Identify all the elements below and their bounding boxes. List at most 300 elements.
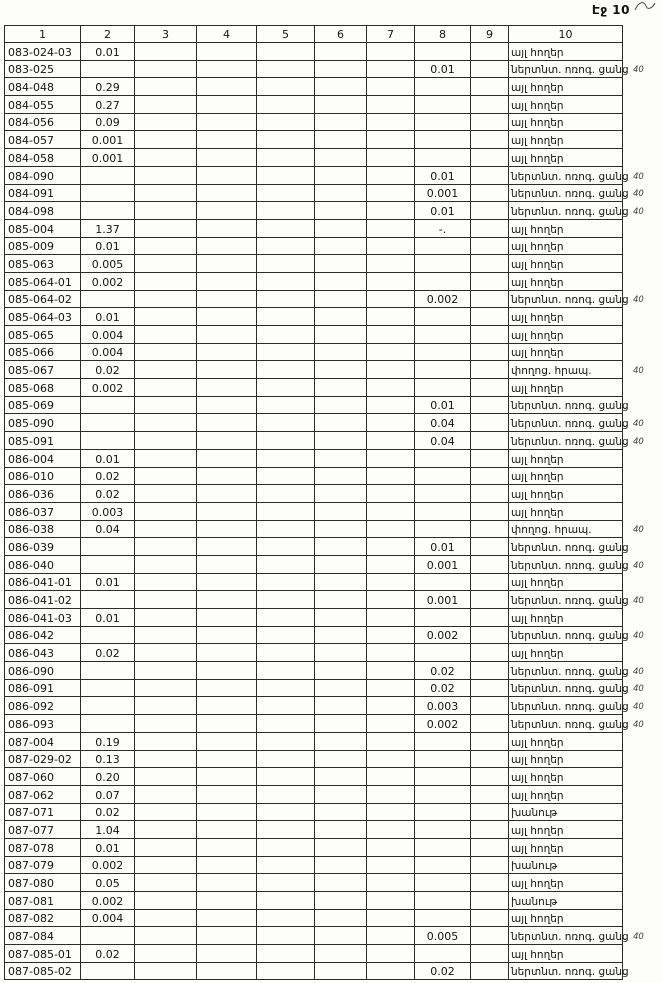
cell-col5 <box>257 361 315 379</box>
cell-area-col8 <box>415 308 471 326</box>
cell-col4 <box>197 644 257 662</box>
land-type-label: այլ հողեր <box>511 276 564 289</box>
land-type-label: այլ հողեր <box>511 754 564 767</box>
land-parcel-table <box>4 25 644 980</box>
cell-col4 <box>197 856 257 874</box>
cell-col3 <box>135 768 197 786</box>
cell-area-col2: 0.07 <box>81 785 135 803</box>
cell-col4 <box>197 96 257 114</box>
land-type-label: ներտնտ. ոռոգ. ցանց <box>511 718 629 731</box>
table-row <box>5 272 623 290</box>
cell-area-col8 <box>415 78 471 96</box>
cell-col9 <box>471 149 509 167</box>
cell-col7 <box>367 750 415 768</box>
cell-area-col2: 0.27 <box>81 96 135 114</box>
cell-col9 <box>471 662 509 680</box>
cell-col6 <box>315 255 367 273</box>
cell-area-col8 <box>415 573 471 591</box>
cell-col7 <box>367 237 415 255</box>
margin-annotation-mark: 40 <box>633 436 644 447</box>
table-row <box>5 732 623 750</box>
cell-land-type <box>509 538 629 556</box>
cell-col9 <box>471 255 509 273</box>
cell-col5 <box>257 838 315 856</box>
margin-annotation-mark: 40 <box>633 932 644 943</box>
cell-col7 <box>367 255 415 273</box>
cell-area-col8: 0.02 <box>415 962 471 980</box>
cell-col4 <box>197 750 257 768</box>
table-row <box>5 856 623 874</box>
cell-col6 <box>315 432 367 450</box>
cell-col7 <box>367 449 415 467</box>
cell-col6 <box>315 485 367 503</box>
cell-col5 <box>257 573 315 591</box>
cell-col4 <box>197 662 257 680</box>
land-type-label: այլ հողեր <box>511 99 564 112</box>
cell-col4 <box>197 502 257 520</box>
cell-col4 <box>197 909 257 927</box>
cell-parcel-code: 087-082 <box>5 909 81 927</box>
cell-col6 <box>315 945 367 963</box>
cell-col6 <box>315 78 367 96</box>
table-row <box>5 43 623 61</box>
cell-area-col8 <box>415 821 471 839</box>
cell-col3 <box>135 573 197 591</box>
table-row <box>5 255 623 273</box>
cell-parcel-code: 087-077 <box>5 821 81 839</box>
cell-col6 <box>315 343 367 361</box>
table-row <box>5 432 623 450</box>
cell-land-type <box>509 856 623 874</box>
cell-col5 <box>257 715 315 733</box>
cell-land-type <box>509 326 623 344</box>
cell-parcel-code: 084-058 <box>5 149 81 167</box>
cell-col7 <box>367 414 415 432</box>
cell-col7 <box>367 909 415 927</box>
cell-col9 <box>471 945 509 963</box>
cell-col6 <box>315 821 367 839</box>
cell-col3 <box>135 644 197 662</box>
cell-col7 <box>367 927 415 945</box>
cell-parcel-code: 083-024-03 <box>5 43 81 61</box>
cell-col5 <box>257 414 315 432</box>
cell-col3 <box>135 184 197 202</box>
cell-col5 <box>257 538 315 556</box>
cell-land-type <box>509 609 623 627</box>
cell-col4 <box>197 609 257 627</box>
cell-col9 <box>471 326 509 344</box>
cell-area-col8 <box>415 43 471 61</box>
cell-col9 <box>471 697 509 715</box>
cell-parcel-code: 084-057 <box>5 131 81 149</box>
cell-col3 <box>135 485 197 503</box>
cell-area-col2: 0.20 <box>81 768 135 786</box>
cell-col3 <box>135 856 197 874</box>
land-type-label: ներտնտ. ոռոգ. ցանց <box>511 559 629 572</box>
cell-parcel-code: 084-091 <box>5 184 81 202</box>
land-type-label: ներտնտ. ոռոգ. ցանց <box>511 931 629 944</box>
cell-area-col2: 0.004 <box>81 326 135 344</box>
cell-col9 <box>471 449 509 467</box>
cell-col9 <box>471 290 509 308</box>
table-row <box>5 697 623 715</box>
cell-land-type <box>509 432 644 450</box>
cell-area-col8 <box>415 874 471 892</box>
cell-col5 <box>257 396 315 414</box>
cell-parcel-code: 085-063 <box>5 255 81 273</box>
cell-col3 <box>135 520 197 538</box>
cell-col6 <box>315 573 367 591</box>
cell-land-type <box>509 78 623 96</box>
cell-col6 <box>315 184 367 202</box>
cell-col4 <box>197 60 257 78</box>
cell-col3 <box>135 945 197 963</box>
land-type-label: ներտնտ. ոռոգ. ցանց <box>511 435 629 448</box>
cell-col7 <box>367 219 415 237</box>
cell-col3 <box>135 927 197 945</box>
cell-parcel-code: 086-036 <box>5 485 81 503</box>
cell-area-col2: 0.29 <box>81 78 135 96</box>
cell-col3 <box>135 732 197 750</box>
cell-col6 <box>315 467 367 485</box>
cell-land-type <box>509 874 623 892</box>
cell-col9 <box>471 856 509 874</box>
cell-col9 <box>471 414 509 432</box>
cell-col5 <box>257 750 315 768</box>
cell-col4 <box>197 732 257 750</box>
cell-col7 <box>367 166 415 184</box>
cell-area-col8: 0.01 <box>415 166 471 184</box>
cell-col6 <box>315 219 367 237</box>
cell-land-type <box>509 96 623 114</box>
cell-area-col8: 0.005 <box>415 927 471 945</box>
cell-col6 <box>315 591 367 609</box>
cell-parcel-code: 086-039 <box>5 538 81 556</box>
cell-parcel-code: 085-064-02 <box>5 290 81 308</box>
cell-area-col2 <box>81 60 135 78</box>
cell-col7 <box>367 502 415 520</box>
cell-area-col2 <box>81 414 135 432</box>
table-row <box>5 219 623 237</box>
cell-col5 <box>257 520 315 538</box>
cell-col5 <box>257 591 315 609</box>
cell-col4 <box>197 626 257 644</box>
table-row <box>5 591 623 609</box>
cell-col4 <box>197 396 257 414</box>
cell-col4 <box>197 272 257 290</box>
cell-area-col2: 1.37 <box>81 219 135 237</box>
cell-land-type <box>509 290 644 308</box>
cell-col5 <box>257 856 315 874</box>
cell-area-col8 <box>415 255 471 273</box>
cell-col5 <box>257 290 315 308</box>
land-type-label: այլ հողեր <box>511 577 564 590</box>
cell-land-type <box>509 449 623 467</box>
cell-col6 <box>315 502 367 520</box>
cell-col4 <box>197 892 257 910</box>
land-type-label: այլ հողեր <box>511 506 564 519</box>
cell-land-type <box>509 697 644 715</box>
cell-land-type <box>509 644 623 662</box>
cell-col9 <box>471 502 509 520</box>
land-type-label: այլ հողեր <box>511 223 564 236</box>
cell-col3 <box>135 379 197 397</box>
cell-col4 <box>197 555 257 573</box>
cell-parcel-code: 087-078 <box>5 838 81 856</box>
cell-parcel-code: 085-067 <box>5 361 81 379</box>
cell-parcel-code: 084-055 <box>5 96 81 114</box>
cell-col3 <box>135 679 197 697</box>
cell-land-type <box>509 520 644 538</box>
cell-col7 <box>367 555 415 573</box>
cell-col3 <box>135 414 197 432</box>
cell-area-col2: 1.04 <box>81 821 135 839</box>
land-type-label: ներտնտ. ոռոգ. ցանց <box>511 966 629 979</box>
table-header <box>5 26 623 43</box>
table-row <box>5 874 623 892</box>
land-type-label: այլ հողեր <box>511 82 564 95</box>
cell-col5 <box>257 432 315 450</box>
cell-col3 <box>135 874 197 892</box>
cell-col9 <box>471 538 509 556</box>
cell-area-col2: 0.01 <box>81 237 135 255</box>
cell-col9 <box>471 379 509 397</box>
cell-col9 <box>471 166 509 184</box>
cell-parcel-code: 085-091 <box>5 432 81 450</box>
cell-col3 <box>135 803 197 821</box>
cell-area-col2: 0.01 <box>81 308 135 326</box>
cell-land-type <box>509 555 644 573</box>
cell-col5 <box>257 166 315 184</box>
cell-col3 <box>135 255 197 273</box>
cell-area-col2 <box>81 927 135 945</box>
table-row <box>5 78 623 96</box>
cell-col4 <box>197 113 257 131</box>
cell-col5 <box>257 768 315 786</box>
cell-col5 <box>257 308 315 326</box>
cell-col3 <box>135 785 197 803</box>
cell-area-col2: 0.001 <box>81 149 135 167</box>
cell-col9 <box>471 202 509 220</box>
table-body <box>5 43 644 980</box>
cell-col6 <box>315 555 367 573</box>
land-type-label: խանութ <box>511 860 558 873</box>
cell-col6 <box>315 626 367 644</box>
margin-annotation-mark: 40 <box>633 702 644 713</box>
cell-col9 <box>471 892 509 910</box>
cell-col7 <box>367 962 415 980</box>
cell-col7 <box>367 856 415 874</box>
cell-area-col8 <box>415 237 471 255</box>
cell-col7 <box>367 379 415 397</box>
cell-area-col2 <box>81 290 135 308</box>
margin-annotation-mark: 40 <box>633 206 644 217</box>
land-type-label: այլ հողեր <box>511 241 564 254</box>
cell-land-type <box>509 113 623 131</box>
table-row <box>5 803 623 821</box>
cell-parcel-code: 086-010 <box>5 467 81 485</box>
cell-col5 <box>257 78 315 96</box>
cell-land-type <box>509 131 623 149</box>
land-type-label: խանութ <box>511 895 558 908</box>
cell-col9 <box>471 573 509 591</box>
cell-col9 <box>471 96 509 114</box>
cell-col7 <box>367 609 415 627</box>
cell-col7 <box>367 803 415 821</box>
cell-land-type <box>509 414 644 432</box>
table-row <box>5 927 623 945</box>
cell-area-col8 <box>415 343 471 361</box>
cell-parcel-code: 086-041-02 <box>5 591 81 609</box>
cell-area-col2 <box>81 662 135 680</box>
pen-scribble-mark <box>634 0 656 12</box>
cell-land-type <box>509 573 623 591</box>
margin-annotation-mark: 40 <box>633 65 644 76</box>
cell-col4 <box>197 149 257 167</box>
cell-area-col8: 0.01 <box>415 202 471 220</box>
cell-col5 <box>257 626 315 644</box>
land-type-label: այլ հողեր <box>511 312 564 324</box>
table-row <box>5 308 623 326</box>
cell-col5 <box>257 96 315 114</box>
cell-parcel-code: 085-004 <box>5 219 81 237</box>
cell-land-type <box>509 361 644 379</box>
cell-parcel-code: 084-056 <box>5 113 81 131</box>
margin-annotation-mark: 40 <box>633 419 644 430</box>
cell-col9 <box>471 60 509 78</box>
table-row <box>5 609 623 627</box>
cell-col6 <box>315 732 367 750</box>
cell-col5 <box>257 555 315 573</box>
cell-col4 <box>197 945 257 963</box>
cell-area-col8 <box>415 644 471 662</box>
cell-col9 <box>471 679 509 697</box>
cell-col5 <box>257 449 315 467</box>
cell-col5 <box>257 821 315 839</box>
cell-col6 <box>315 609 367 627</box>
cell-col4 <box>197 838 257 856</box>
cell-col4 <box>197 874 257 892</box>
cell-parcel-code: 085-066 <box>5 343 81 361</box>
cell-land-type <box>509 184 644 202</box>
cell-area-col2: 0.001 <box>81 131 135 149</box>
cell-col4 <box>197 290 257 308</box>
cell-col6 <box>315 838 367 856</box>
cell-col4 <box>197 768 257 786</box>
cell-col7 <box>367 892 415 910</box>
column-header-9: 9 <box>471 26 509 43</box>
cell-area-col8 <box>415 609 471 627</box>
table-row <box>5 149 623 167</box>
cell-col5 <box>257 697 315 715</box>
cell-col3 <box>135 715 197 733</box>
table-row <box>5 626 623 644</box>
cell-area-col8: -. <box>415 219 471 237</box>
cell-col7 <box>367 821 415 839</box>
cell-parcel-code: 087-062 <box>5 785 81 803</box>
cell-col6 <box>315 272 367 290</box>
header-row <box>5 26 623 43</box>
column-header-2: 2 <box>81 26 135 43</box>
land-type-label: այլ հողեր <box>511 789 564 802</box>
cell-col3 <box>135 237 197 255</box>
cell-col3 <box>135 909 197 927</box>
column-header-5: 5 <box>257 26 315 43</box>
cell-col6 <box>315 697 367 715</box>
cell-col4 <box>197 962 257 980</box>
cell-col9 <box>471 644 509 662</box>
cell-land-type <box>509 962 629 980</box>
margin-annotation-mark: 40 <box>633 666 644 677</box>
cell-parcel-code: 085-064-01 <box>5 272 81 290</box>
cell-area-col8: 0.002 <box>415 626 471 644</box>
cell-parcel-code: 084-090 <box>5 166 81 184</box>
cell-area-col2 <box>81 679 135 697</box>
column-header-3: 3 <box>135 26 197 43</box>
cell-land-type <box>509 60 644 78</box>
cell-col6 <box>315 237 367 255</box>
cell-parcel-code: 083-025 <box>5 60 81 78</box>
land-type-label: այլ հողեր <box>511 824 564 837</box>
cell-col6 <box>315 874 367 892</box>
cell-area-col8: 0.01 <box>415 60 471 78</box>
table-row <box>5 449 623 467</box>
cell-col7 <box>367 732 415 750</box>
table-row <box>5 202 623 220</box>
cell-col7 <box>367 520 415 538</box>
cell-parcel-code: 086-041-01 <box>5 573 81 591</box>
cell-col6 <box>315 308 367 326</box>
cell-col7 <box>367 43 415 61</box>
table-row <box>5 502 623 520</box>
cell-area-col2 <box>81 538 135 556</box>
cell-col7 <box>367 60 415 78</box>
cell-land-type <box>509 219 623 237</box>
cell-parcel-code: 086-004 <box>5 449 81 467</box>
cell-area-col2 <box>81 697 135 715</box>
cell-col3 <box>135 662 197 680</box>
cell-land-type <box>509 149 623 167</box>
table-row <box>5 485 623 503</box>
column-header-1: 1 <box>5 26 81 43</box>
cell-area-col2 <box>81 555 135 573</box>
cell-col6 <box>315 326 367 344</box>
cell-col6 <box>315 962 367 980</box>
land-type-label: այլ հողեր <box>511 878 564 890</box>
cell-col5 <box>257 502 315 520</box>
cell-parcel-code: 087-079 <box>5 856 81 874</box>
cell-col5 <box>257 874 315 892</box>
cell-land-type <box>509 768 623 786</box>
cell-col4 <box>197 184 257 202</box>
cell-area-col2 <box>81 202 135 220</box>
cell-col7 <box>367 467 415 485</box>
table-row <box>5 750 623 768</box>
table-row <box>5 662 623 680</box>
cell-col6 <box>315 166 367 184</box>
cell-col4 <box>197 202 257 220</box>
land-type-label: այլ հողեր <box>511 329 564 342</box>
cell-parcel-code: 087-029-02 <box>5 750 81 768</box>
cell-area-col8: 0.001 <box>415 591 471 609</box>
cell-col6 <box>315 909 367 927</box>
cell-col9 <box>471 78 509 96</box>
cell-area-col8 <box>415 449 471 467</box>
cell-col3 <box>135 555 197 573</box>
cell-col3 <box>135 432 197 450</box>
land-type-label: այլ հողեր <box>511 117 564 130</box>
table-row <box>5 945 623 963</box>
